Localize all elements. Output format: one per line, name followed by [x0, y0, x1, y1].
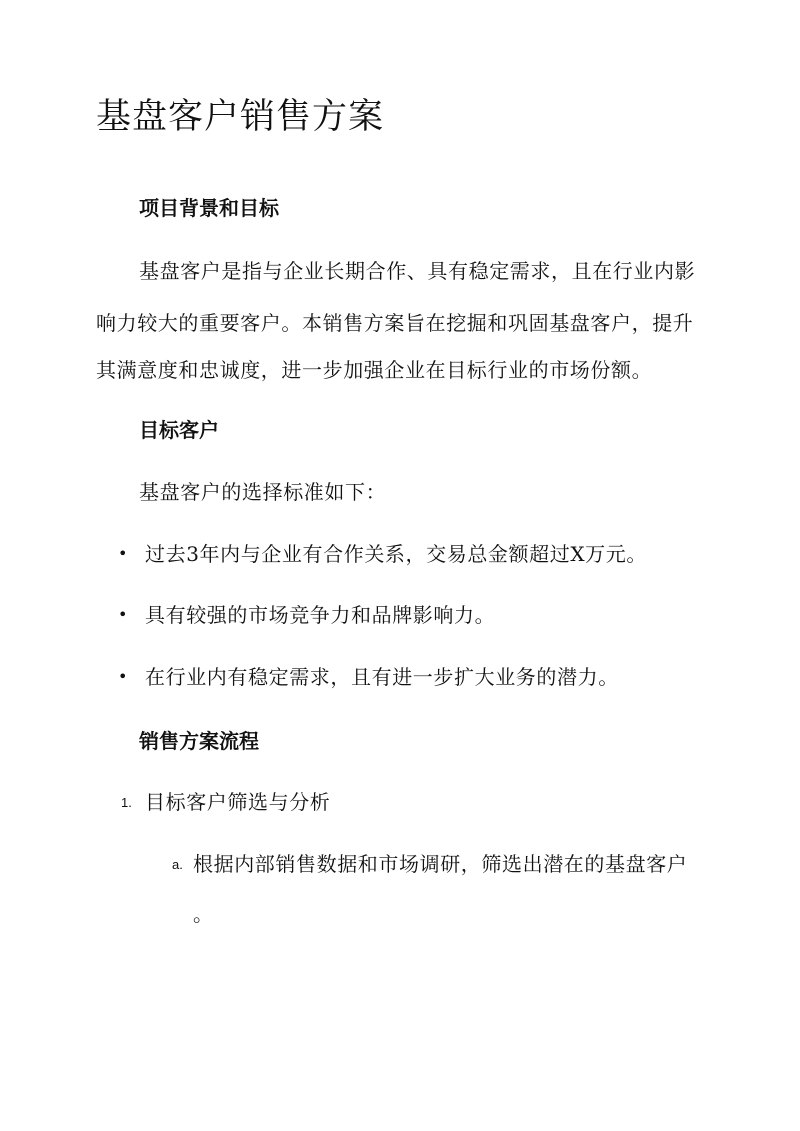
bullet-item: 过去3年内与企业有合作关系，交易总金额超过X万元。: [145, 542, 647, 566]
criteria-intro: 基盘客户的选择标准如下：: [139, 480, 387, 504]
step-number: 1.: [121, 795, 132, 810]
bullet-item: 具有较强的市场竞争力和品牌影响力。: [145, 603, 496, 627]
paragraph-line: 其满意度和忠诚度，进一步加强企业在目标行业的市场份额。: [96, 358, 653, 382]
paragraph-line: 基盘客户是指与企业长期合作、具有稳定需求，且在行业内影: [139, 259, 696, 283]
section-heading-background: 项目背景和目标: [139, 196, 279, 220]
document-title: 基盘客户销售方案: [96, 97, 385, 137]
substep-letter: a.: [172, 857, 183, 872]
bullet-icon: •: [118, 667, 128, 686]
step-item: 目标客户筛选与分析: [145, 790, 331, 814]
paragraph-line: 响力较大的重要客户。本销售方案旨在挖掘和巩固基盘客户，提升: [96, 311, 694, 335]
section-heading-target-customers: 目标客户: [139, 418, 219, 442]
substep-line: 根据内部销售数据和市场调研，筛选出潜在的基盘客户: [193, 852, 688, 876]
section-heading-sales-process: 销售方案流程: [139, 729, 259, 753]
bullet-item: 在行业内有稳定需求，且有进一步扩大业务的潜力。: [145, 665, 619, 689]
substep-line: 。: [193, 902, 214, 926]
bullet-icon: •: [118, 544, 128, 563]
bullet-icon: •: [118, 605, 128, 624]
